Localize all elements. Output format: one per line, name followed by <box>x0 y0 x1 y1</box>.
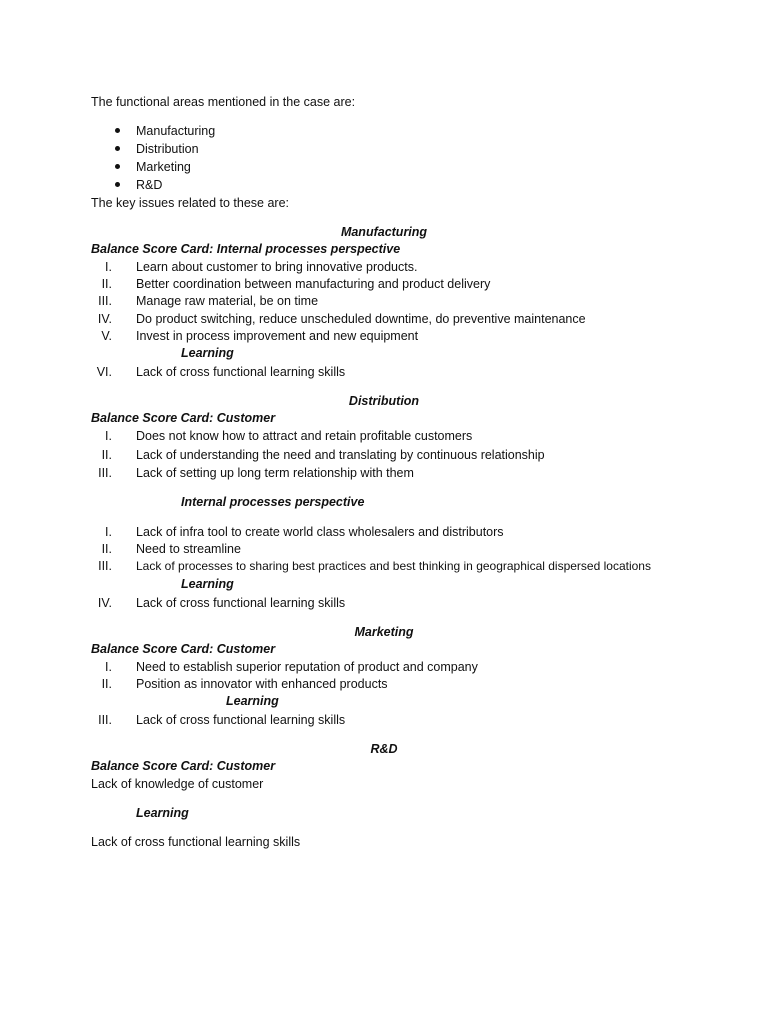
list-number: II. <box>101 277 112 291</box>
section-subheading: Balance Score Card: Internal processes perspective <box>91 242 401 256</box>
list-item: Manage raw material, be on time <box>136 294 319 308</box>
section-subheading: Balance Score Card: Customer <box>91 642 276 656</box>
list-number: VI. <box>96 365 112 379</box>
list-item: Lack of understanding the need and translating by continuous relationship <box>136 448 545 462</box>
list-item: Need to establish superior reputation of product and company <box>136 660 478 674</box>
bullet-icon <box>115 128 120 133</box>
list-item: Need to streamline <box>136 542 241 556</box>
key-issues-text: The key issues related to these are: <box>91 196 290 210</box>
list-number: I. <box>105 260 112 274</box>
area-item: Marketing <box>136 160 191 174</box>
list-item: Lack of processes to sharing best practices and best thinking in geographical dispersed locations <box>136 559 651 573</box>
list-number: III. <box>98 466 112 480</box>
list-item: Lack of cross functional learning skills <box>136 713 346 727</box>
section-subheading: Internal processes perspective <box>181 495 365 509</box>
list-number: I. <box>105 525 112 539</box>
list-number: II. <box>101 542 112 556</box>
list-item: Learn about customer to bring innovative products. <box>136 260 418 274</box>
section-heading: Distribution <box>348 394 420 408</box>
intro-text: The functional areas mentioned in the case are: <box>91 95 356 109</box>
section-heading: Manufacturing <box>340 225 428 239</box>
area-item: Manufacturing <box>136 124 216 138</box>
list-item: Lack of infra tool to create world class wholesalers and distributors <box>136 525 504 539</box>
bullet-icon <box>115 182 120 187</box>
list-number: IV. <box>97 312 112 326</box>
list-number: III. <box>98 713 112 727</box>
list-number: II. <box>101 448 112 462</box>
list-item: Lack of cross functional learning skills <box>136 365 346 379</box>
section-subheading: Balance Score Card: Customer <box>91 411 276 425</box>
list-item: Better coordination between manufacturing and product delivery <box>136 277 491 291</box>
body-text: Lack of cross functional learning skills <box>91 835 301 849</box>
list-item: Lack of setting up long term relationship with them <box>136 466 414 480</box>
list-number: I. <box>105 429 112 443</box>
list-number: III. <box>98 559 112 573</box>
learning-heading: Learning <box>226 694 279 708</box>
bullet-icon <box>115 146 120 151</box>
list-number: IV. <box>97 596 112 610</box>
list-number: I. <box>105 660 112 674</box>
body-text: Lack of knowledge of customer <box>91 777 264 791</box>
list-item: Do product switching, reduce unscheduled downtime, do preventive maintenance <box>136 312 586 326</box>
list-item: Lack of cross functional learning skills <box>136 596 346 610</box>
list-item: Does not know how to attract and retain profitable customers <box>136 429 473 443</box>
section-heading: R&D <box>370 742 398 756</box>
section-subheading: Balance Score Card: Customer <box>91 759 276 773</box>
list-item: Invest in process improvement and new equipment <box>136 329 419 343</box>
list-number: III. <box>98 294 112 308</box>
learning-heading: Learning <box>181 346 234 360</box>
list-number: V. <box>101 329 112 343</box>
section-heading: Marketing <box>354 625 414 639</box>
learning-heading: Learning <box>136 806 189 820</box>
area-item: R&D <box>136 178 163 192</box>
learning-heading: Learning <box>181 577 234 591</box>
list-number: II. <box>101 677 112 691</box>
list-item: Position as innovator with enhanced products <box>136 677 388 691</box>
bullet-icon <box>115 164 120 169</box>
area-item: Distribution <box>136 142 199 156</box>
